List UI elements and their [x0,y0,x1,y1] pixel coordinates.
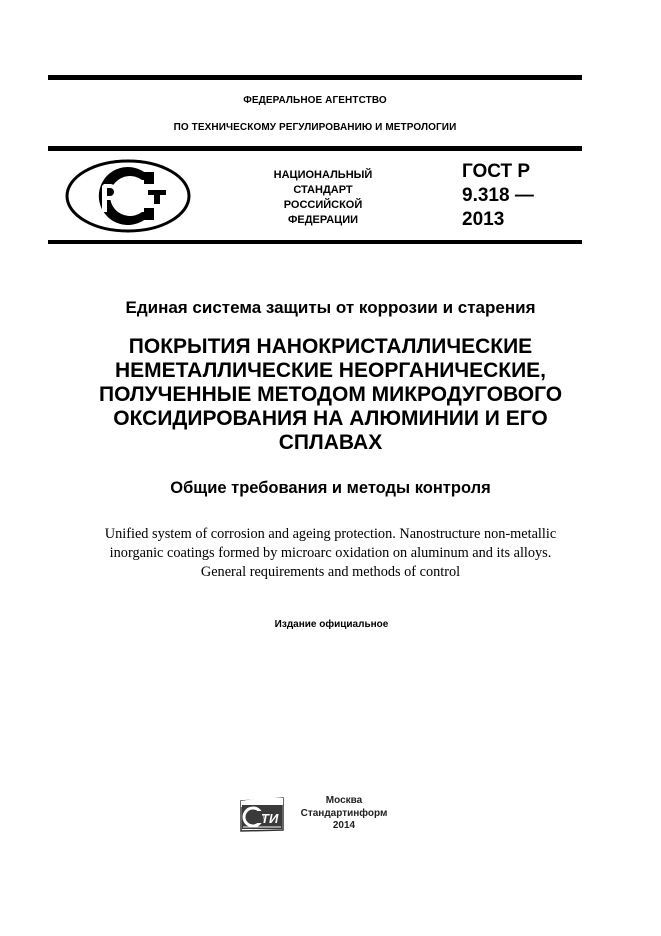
bottom-rule [48,240,582,244]
national-standard-label [248,168,398,228]
agency-line-2: ПО ТЕХНИЧЕСКОМУ РЕГУЛИРОВАНИЮ И МЕТРОЛОГИИ [173,122,457,133]
title-line-5: СПЛАВАХ [278,431,383,454]
english-line-3: General requirements and methods of control [200,564,461,580]
title-line-2: НЕМЕТАЛЛИЧЕСКИЕ НЕОРГАНИЧЕСКИЕ, [114,359,547,382]
standartinform-logo-icon [239,797,285,833]
gost-number-line-3: 2013 [462,209,505,230]
title-line-1: ПОКРЫТИЯ НАНОКРИСТАЛЛИЧЕСКИЕ [128,335,533,358]
publisher-name: Стандартинформ [300,807,388,819]
agency-line-1: ФЕДЕРАЛЬНОЕ АГЕНТСТВО [243,95,387,106]
top-rule [48,75,582,80]
document-title [60,335,601,455]
official-edition-label: Издание официальное [274,619,389,630]
middle-rule [48,146,582,151]
english-line-2: inorganic coatings formed by microarc oxidation on aluminum and its alloys. [109,545,552,561]
gost-number-line-1: ГОСТ Р [462,161,531,182]
document-subtitle: Общие требования и методы контроля [170,479,491,497]
natstd-line-3: РОССИЙСКОЙ [283,199,363,211]
publication-year: 2014 [332,820,356,831]
standard-series: Единая система защиты от коррозии и старения [125,298,536,317]
publisher-block [292,795,396,833]
title-line-4: ОКСИДИРОВАНИЯ НА АЛЮМИНИИ И ЕГО [113,407,548,430]
natstd-line-4: ФЕДЕРАЦИИ [287,214,359,226]
english-title [60,525,601,582]
natstd-line-1: НАЦИОНАЛЬНЫЙ [273,169,373,181]
english-line-1: Unified system of corrosion and ageing protection. Nanostructure non-metallic [104,526,557,542]
title-line-3: ПОЛУЧЕННЫЕ МЕТОДОМ МИКРОДУГОВОГО [98,383,563,406]
publisher-city: Москва [325,795,363,806]
gost-number-line-2: 9.318 — [462,185,534,206]
gost-number [462,160,534,232]
svg-text:ТИ: ТИ [261,811,279,826]
natstd-line-2: СТАНДАРТ [293,184,353,196]
gost-r-logo-icon [64,158,192,234]
